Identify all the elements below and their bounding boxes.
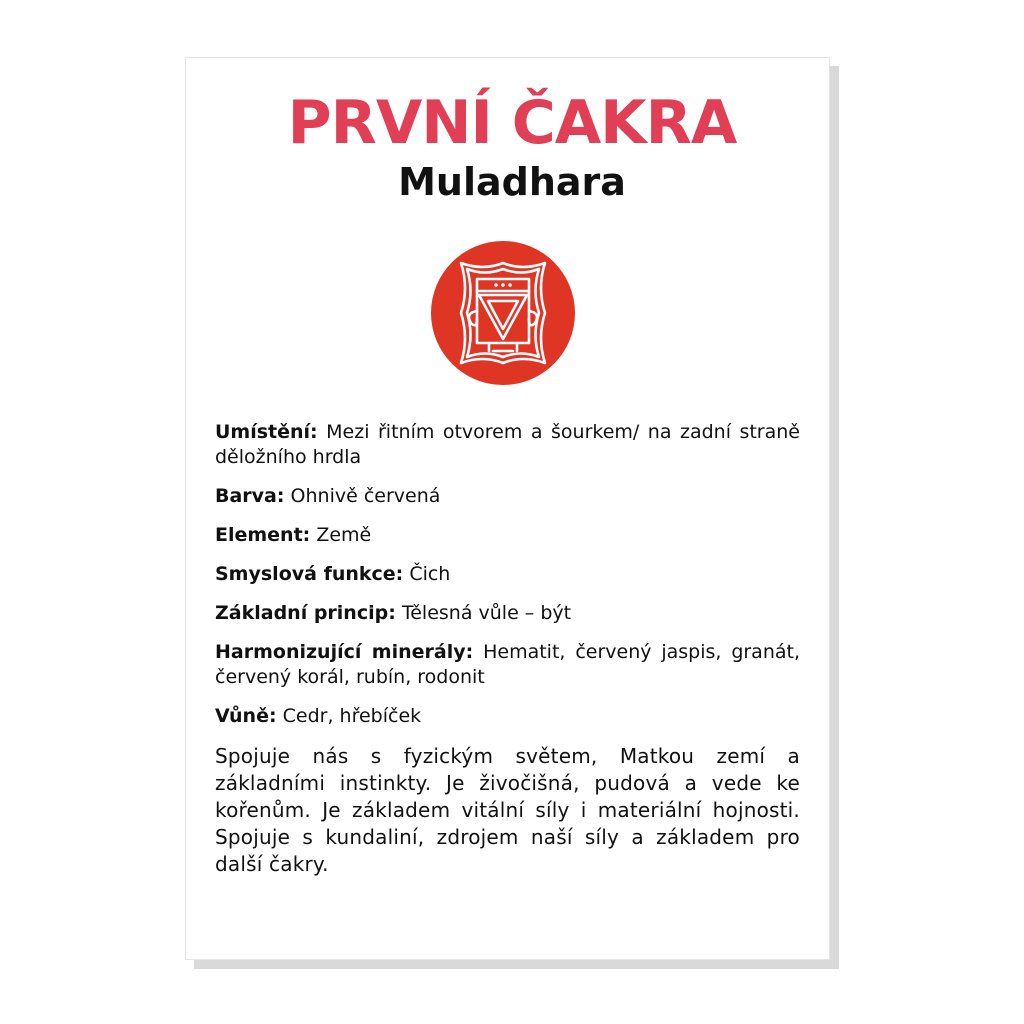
chakra-details xyxy=(215,420,800,878)
page-title: PRVNÍ ČAKRA xyxy=(287,88,737,158)
property-label: Smyslová funkce: xyxy=(215,563,404,585)
property-label: Element: xyxy=(215,524,311,546)
property-principle xyxy=(215,601,800,626)
muladhara-chakra-icon xyxy=(431,241,575,385)
property-value: Ohnivě červená xyxy=(290,485,441,507)
chakra-description: Spojuje nás s fyzickým světem, Matkou zemí a základními instinkty. Je živočišná, pudová a vede ke kořenům. Je základem vitální síly i materiální hojnosti. Spojuje s kundaliní, zdrojem naší síly a základem pro další čakry. xyxy=(215,744,800,876)
property-scent xyxy=(215,704,800,729)
property-value: Cedr, hřebíček xyxy=(282,705,422,727)
property-value: Mezi řitním otvorem a šourkem/ na zadní straně děložního hrdla xyxy=(215,421,800,468)
property-sense xyxy=(215,562,800,587)
property-label: Umístění: xyxy=(215,421,318,443)
property-label: Vůně: xyxy=(215,705,277,727)
page-subtitle: Muladhara xyxy=(398,160,626,204)
property-value: Hematit, červený jaspis, granát, červený korál, rubín, rodonit xyxy=(215,641,801,688)
property-label: Harmonizující minerály: xyxy=(215,641,474,663)
property-color xyxy=(215,484,800,509)
property-value: Tělesná vůle – být xyxy=(401,602,572,624)
property-value: Země xyxy=(316,524,372,546)
property-value: Čich xyxy=(409,563,451,585)
property-minerals xyxy=(215,640,800,690)
property-label: Barva: xyxy=(215,485,285,507)
property-label: Základní princip: xyxy=(215,602,396,624)
property-element xyxy=(215,523,800,548)
property-location xyxy=(215,420,800,470)
